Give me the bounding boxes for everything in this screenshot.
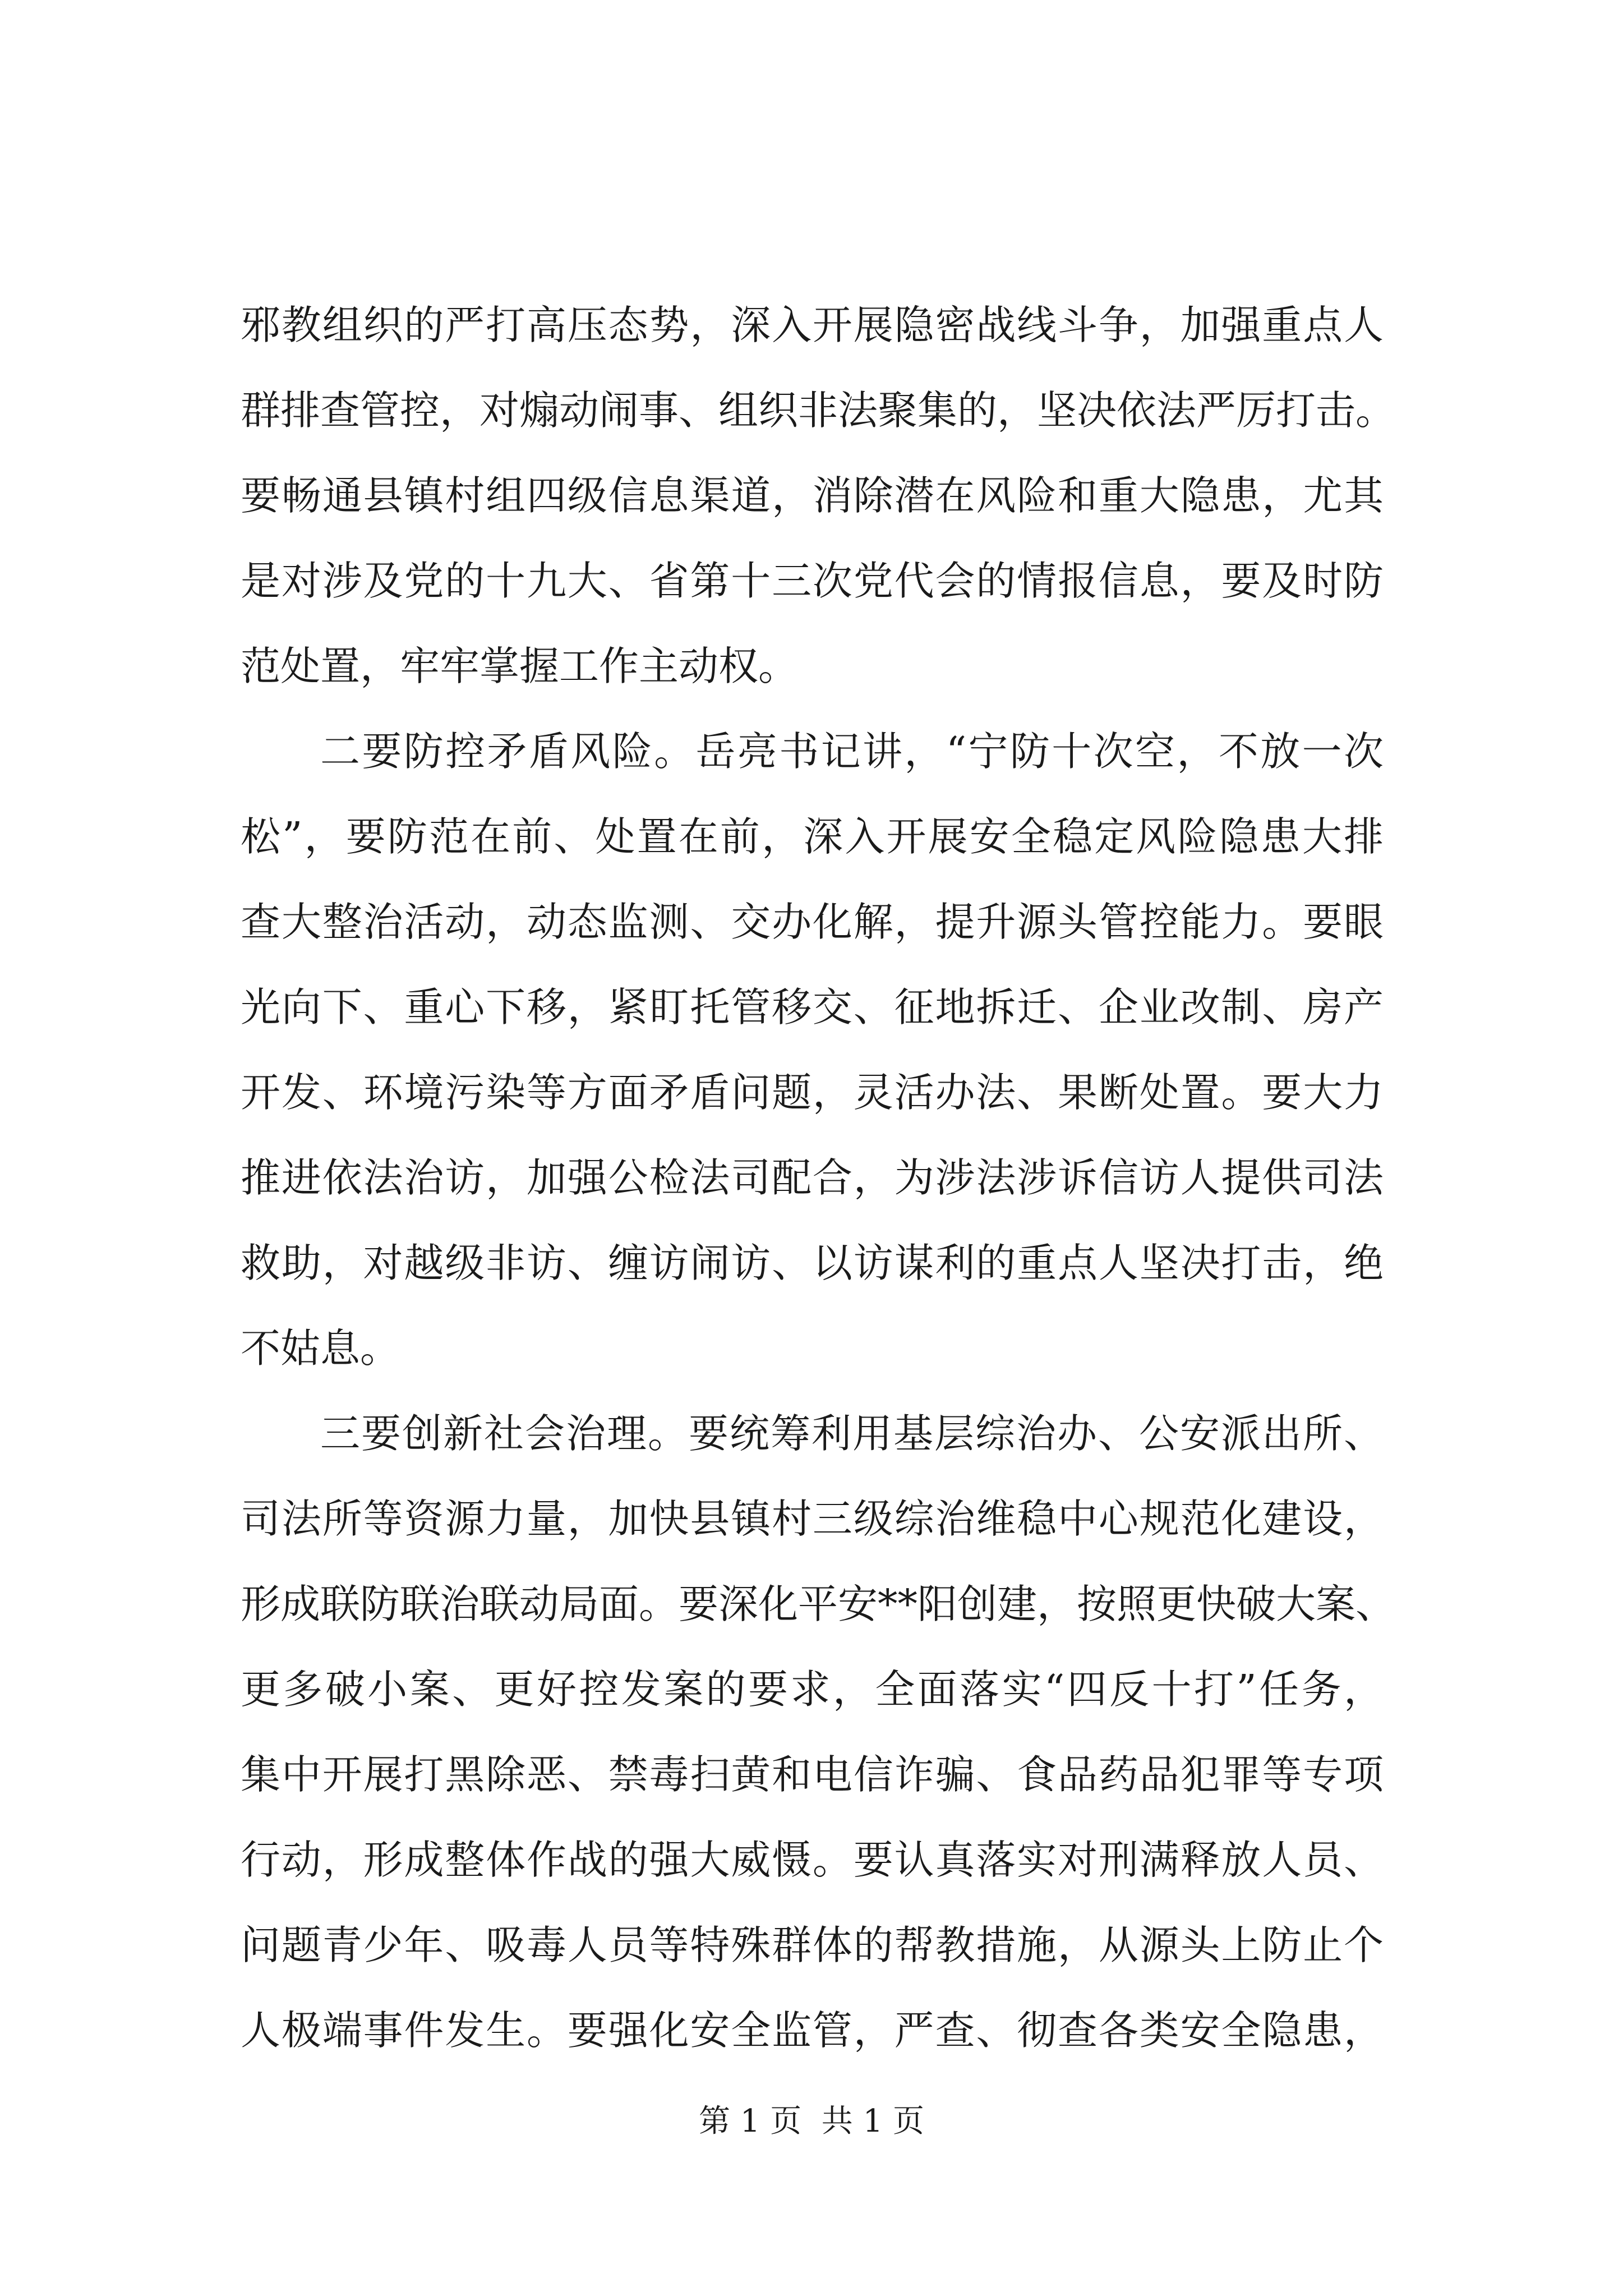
- text-line: 救助，对越级非访、缠访闹访、以访谋利的重点人坚决打击，绝: [241, 1240, 1384, 1286]
- text-line: 要畅通县镇村组四级信息渠道，消除潜在风险和重大隐患，尤其: [241, 472, 1384, 519]
- text-line: 集中开展打黑除恶、禁毒扫黄和电信诈骗、食品药品犯罪等专项: [241, 1751, 1384, 1798]
- text-line: 开发、环境污染等方面矛盾问题，灵活办法、果断处置。要大力: [241, 1069, 1384, 1116]
- text-line: 二要防控矛盾风险。岳亮书记讲，“宁防十次空，不放一次: [320, 728, 1384, 775]
- text-line: 松”，要防范在前、处置在前，深入开展安全稳定风险隐患大排: [241, 813, 1384, 860]
- text-line: 范处置，牢牢掌握工作主动权。: [241, 643, 799, 689]
- text-line: 形成联防联治联动局面。要深化平安**阳创建，按照更快破大案、: [241, 1581, 1396, 1627]
- text-line: 行动，形成整体作战的强大威慑。要认真落实对刑满释放人员、: [241, 1837, 1384, 1883]
- text-line: 不姑息。: [241, 1325, 400, 1372]
- text-line: 人极端事件发生。要强化安全监管，严查、彻查各类安全隐患，: [241, 2007, 1384, 2054]
- text-line: 问题青少年、吸毒人员等特殊群体的帮教措施，从源头上防止个: [241, 1922, 1384, 1968]
- text-line: 邪教组织的严打高压态势，深入开展隐密战线斗争，加强重点人: [241, 302, 1384, 348]
- text-line: 更多破小案、更好控发案的要求，全面落实“四反十打”任务，: [241, 1666, 1384, 1713]
- text-line: 三要创新社会治理。要统筹利用基层综治办、公安派出所、: [320, 1410, 1384, 1457]
- page-footer: 第 1 页 共 1 页: [698, 2103, 925, 2139]
- text-line: 司法所等资源力量，加快县镇村三级综治维稳中心规范化建设，: [241, 1496, 1384, 1542]
- text-line: 群排查管控，对煽动闹事、组织非法聚集的，坚决依法严厉打击。: [241, 387, 1396, 434]
- text-line: 是对涉及党的十九大、省第十三次党代会的情报信息，要及时防: [241, 558, 1384, 604]
- text-line: 光向下、重心下移，紧盯托管移交、征地拆迁、企业改制、房产: [241, 984, 1384, 1030]
- text-line: 查大整治活动，动态监测、交办化解，提升源头管控能力。要眼: [241, 899, 1384, 945]
- text-line: 推进依法治访，加强公检法司配合，为涉法涉诉信访人提供司法: [241, 1154, 1384, 1201]
